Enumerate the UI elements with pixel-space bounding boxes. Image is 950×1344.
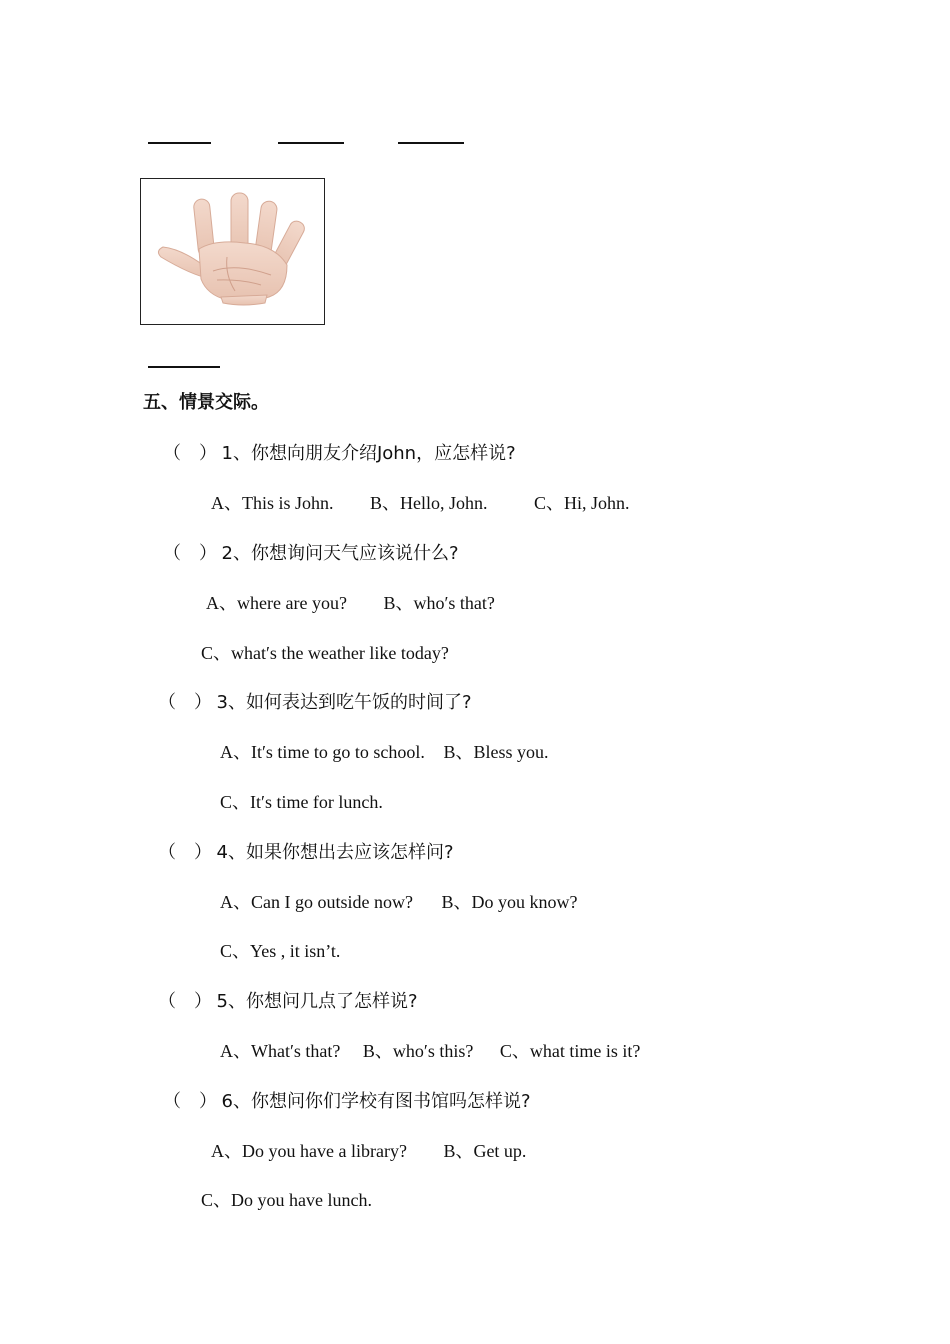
answer-parens[interactable]: （ ） bbox=[163, 1091, 217, 1112]
option-c[interactable]: C、what time is it? bbox=[499, 1041, 641, 1061]
answer-blank-2[interactable] bbox=[278, 142, 344, 144]
question-prompt: 4、如果你想出去应该怎样问? bbox=[216, 842, 454, 863]
question-3 bbox=[158, 691, 472, 714]
question-prompt: 2、你想询问天气应该说什么? bbox=[221, 543, 459, 564]
option-b[interactable]: B、Get up. bbox=[443, 1141, 527, 1161]
answer-parens[interactable]: （ ） bbox=[158, 991, 212, 1012]
option-row bbox=[201, 642, 449, 664]
option-b[interactable]: B、who′s that? bbox=[383, 593, 495, 613]
option-b[interactable]: B、Bless you. bbox=[443, 742, 549, 762]
option-b[interactable]: B、Do you know? bbox=[441, 892, 578, 912]
option-b[interactable]: B、Hello, John. bbox=[370, 493, 488, 513]
option-row bbox=[220, 940, 340, 962]
option-row bbox=[201, 1189, 372, 1211]
question-prompt: 5、你想问几点了怎样说? bbox=[216, 991, 418, 1012]
option-c[interactable]: C、Hi, John. bbox=[534, 493, 630, 513]
answer-parens[interactable]: （ ） bbox=[158, 842, 212, 863]
option-a[interactable]: A、Can I go outside now? bbox=[220, 892, 413, 912]
answer-parens[interactable]: （ ） bbox=[158, 692, 212, 713]
option-b[interactable]: B、who′s this? bbox=[362, 1041, 474, 1061]
option-row bbox=[220, 891, 577, 913]
option-row bbox=[211, 492, 630, 514]
option-row bbox=[206, 592, 495, 614]
option-row bbox=[220, 741, 548, 763]
option-a[interactable]: A、Do you have a library? bbox=[211, 1141, 407, 1161]
option-c[interactable]: C、Yes , it isn’t. bbox=[220, 941, 341, 961]
answer-parens[interactable]: （ ） bbox=[163, 443, 217, 464]
option-row bbox=[211, 1140, 526, 1162]
option-a[interactable]: A、What′s that? bbox=[220, 1041, 341, 1061]
option-c[interactable]: C、Do you have lunch. bbox=[201, 1190, 372, 1210]
option-c[interactable]: C、what′s the weather like today? bbox=[201, 643, 449, 663]
question-1 bbox=[163, 442, 516, 465]
open-hand-icon bbox=[141, 179, 326, 326]
option-row bbox=[220, 1040, 640, 1062]
answer-blank-4[interactable] bbox=[148, 366, 220, 368]
hand-picture bbox=[140, 178, 325, 325]
option-a[interactable]: A、It′s time to go to school. bbox=[220, 742, 425, 762]
option-a[interactable]: A、where are you? bbox=[206, 593, 347, 613]
option-row bbox=[220, 791, 383, 813]
question-prompt: 1、你想向朋友介绍John，应怎样说? bbox=[221, 443, 516, 464]
answer-parens[interactable]: （ ） bbox=[163, 543, 217, 564]
answer-blank-1[interactable] bbox=[148, 142, 211, 144]
option-c[interactable]: C、It′s time for lunch. bbox=[220, 792, 383, 812]
option-a[interactable]: A、This is John. bbox=[211, 493, 334, 513]
question-6 bbox=[163, 1090, 531, 1113]
answer-blank-3[interactable] bbox=[398, 142, 464, 144]
question-prompt: 6、你想问你们学校有图书馆吗怎样说? bbox=[221, 1091, 531, 1112]
question-5 bbox=[158, 990, 418, 1013]
question-prompt: 3、如何表达到吃午饭的时间了? bbox=[216, 692, 472, 713]
question-4 bbox=[158, 841, 454, 864]
section-title: 五、情景交际。 bbox=[143, 392, 269, 413]
question-2 bbox=[163, 542, 459, 565]
